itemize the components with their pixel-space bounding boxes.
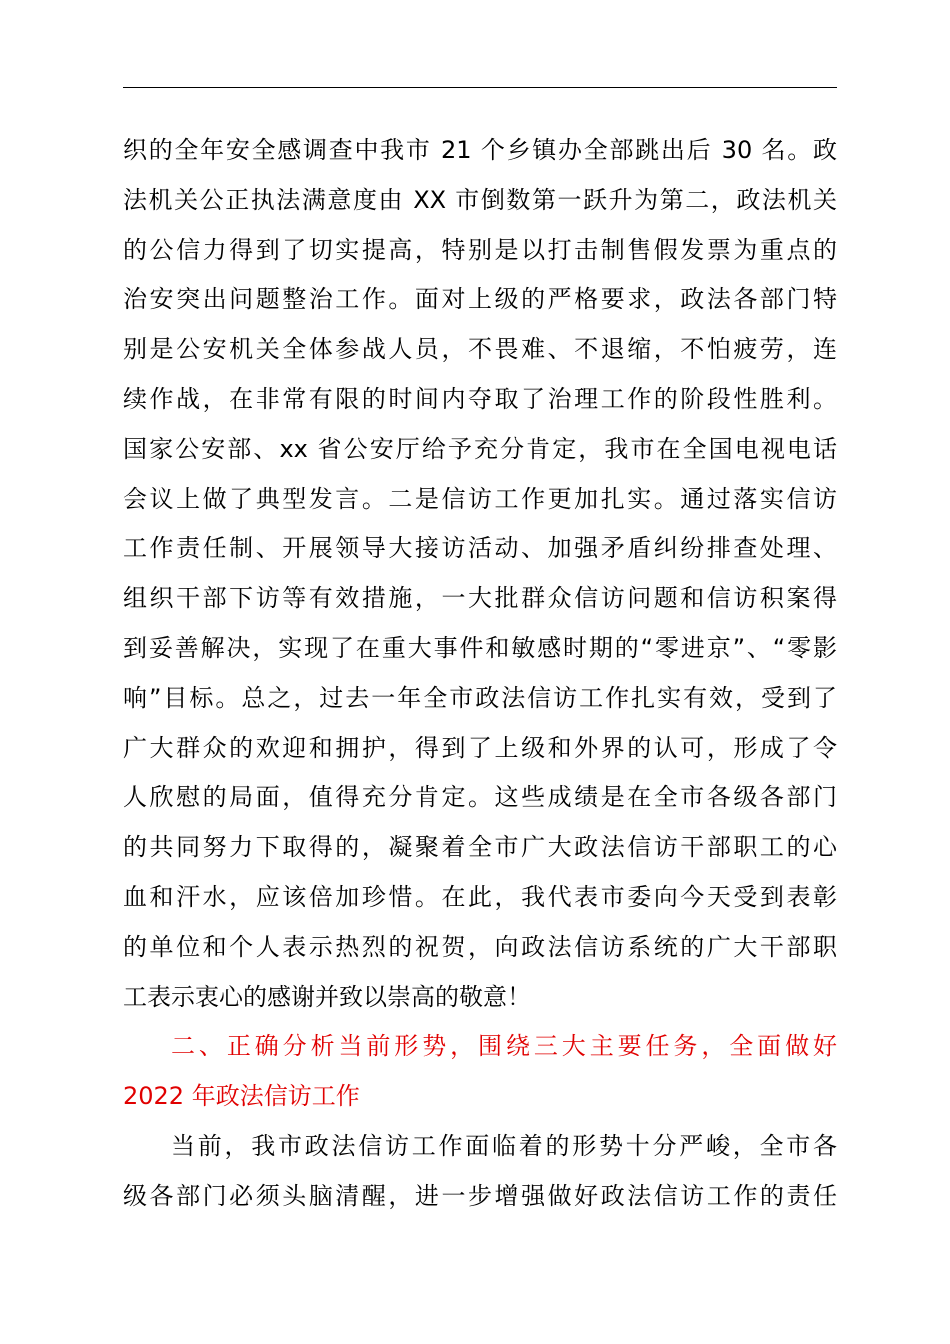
section-heading-2 xyxy=(123,1022,837,1122)
text-line: 到妥善解决，实现了在重大事件和敏感时期的“零进京”、“零影 xyxy=(123,633,837,662)
text-line: 血和汗水，应该倍加珍惜。在此，我代表市委向今天受到表彰 xyxy=(123,882,837,911)
text-line: 当前，我市政法信访工作面临着的形势十分严峻，全市各 xyxy=(171,1131,837,1160)
heading-line: 二、正确分析当前形势，围绕三大主要任务，全面做好 xyxy=(171,1032,837,1061)
document-body xyxy=(123,126,837,1222)
text-line: 组织干部下访等有效措施，一大批群众信访问题和信访积案得 xyxy=(123,584,837,613)
text-line: 织的全年安全感调查中我市 21 个乡镇办全部跳出后 30 名。政 xyxy=(123,136,837,164)
paragraph-2 xyxy=(123,1122,837,1222)
text-line: 的共同努力下取得的，凝聚着全市广大政法信访干部职工的心 xyxy=(123,833,837,862)
paragraph-1 xyxy=(123,126,837,1022)
text-line: 国家公安部、xx 省公安厅给予充分肯定，我市在全国电视电话 xyxy=(123,434,837,463)
text-line: 人欣慰的局面，值得充分肯定。这些成绩是在全市各级各部门 xyxy=(123,783,837,812)
text-line: 续作战，在非常有限的时间内夺取了治理工作的阶段性胜利。 xyxy=(123,384,837,413)
heading-line: 2022 年政法信访工作 xyxy=(123,1082,360,1111)
text-line: 响”目标。总之，过去一年全市政法信访工作扎实有效，受到了 xyxy=(123,683,837,712)
text-line: 工表示衷心的感谢并致以崇高的敬意！ xyxy=(123,982,531,1011)
text-line: 治安突出问题整治工作。面对上级的严格要求，政法各部门特 xyxy=(123,285,837,314)
header-rule xyxy=(123,87,837,88)
text-line: 别是公安机关全体参战人员，不畏难、不退缩，不怕疲劳，连 xyxy=(123,335,837,364)
text-line: 的公信力得到了切实提高，特别是以打击制售假发票为重点的 xyxy=(123,235,837,264)
text-line: 的单位和个人表示热烈的祝贺，向政法信访系统的广大干部职 xyxy=(123,932,837,961)
text-line: 会议上做了典型发言。二是信访工作更加扎实。通过落实信访 xyxy=(123,484,837,513)
text-line: 广大群众的欢迎和拥护，得到了上级和外界的认可，形成了令 xyxy=(123,733,837,762)
text-line: 工作责任制、开展领导大接访活动、加强矛盾纠纷排查处理、 xyxy=(123,534,837,563)
text-line: 级各部门必须头脑清醒，进一步增强做好政法信访工作的责任 xyxy=(123,1181,837,1210)
text-line: 法机关公正执法满意度由 XX 市倒数第一跃升为第二，政法机关 xyxy=(123,185,837,214)
